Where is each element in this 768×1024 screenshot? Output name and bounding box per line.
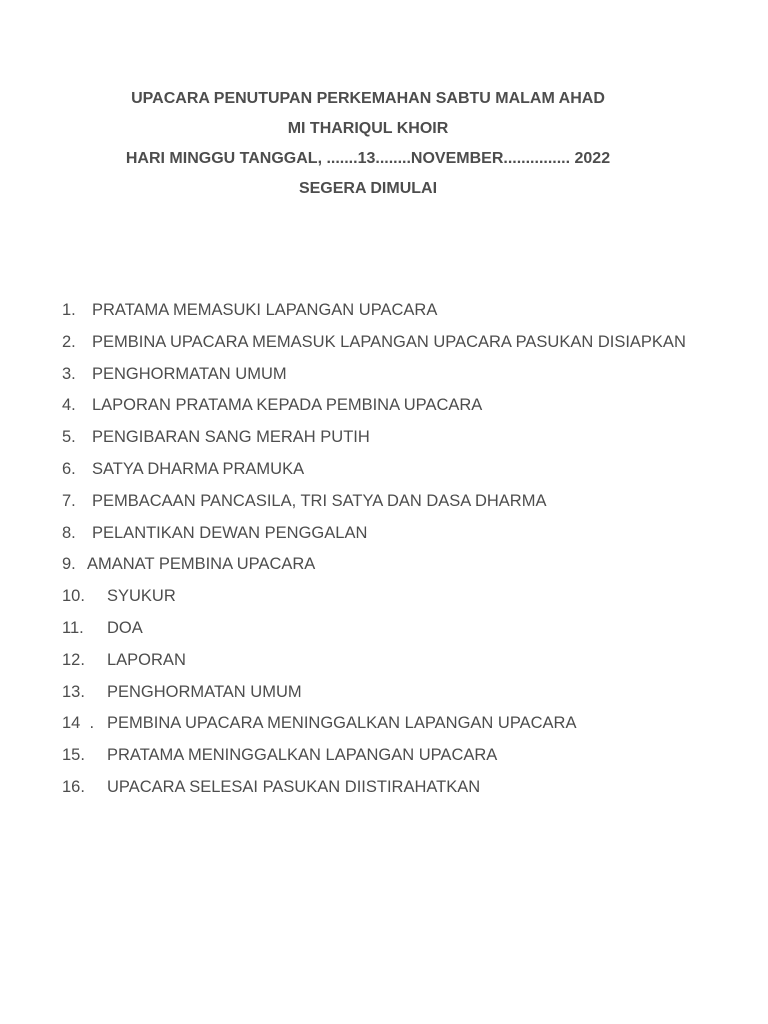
agenda-item-text: SYUKUR bbox=[107, 587, 176, 606]
agenda-item-text: PELANTIKAN DEWAN PENGGALAN bbox=[92, 523, 368, 542]
agenda-item bbox=[62, 363, 702, 385]
agenda-item-number: 15. bbox=[62, 746, 85, 765]
agenda-item-number: 1. bbox=[62, 301, 76, 319]
agenda-item-text: PENGHORMATAN UMUM bbox=[92, 364, 287, 383]
agenda-item-number: 9. bbox=[62, 555, 76, 574]
agenda-item bbox=[62, 426, 702, 448]
agenda-item-text: PENGIBARAN SANG MERAH PUTIH bbox=[92, 428, 370, 447]
agenda-item bbox=[62, 585, 702, 607]
heading-school: MI THARIQUL KHOIR bbox=[287, 120, 449, 137]
agenda-item-text: PRATAMA MENINGGALKAN LAPANGAN UPACARA bbox=[107, 746, 498, 765]
agenda-item-text: PEMBINA UPACARA MENINGGALKAN LAPANGAN UPACARA bbox=[107, 714, 577, 733]
agenda-item bbox=[62, 490, 702, 512]
agenda-item-number: 6. bbox=[62, 459, 76, 478]
agenda-item bbox=[62, 553, 702, 575]
agenda-item-text: LAPORAN PRATAMA KEPADA PEMBINA UPACARA bbox=[92, 396, 483, 415]
agenda-item-number: 4. bbox=[62, 396, 76, 415]
agenda-item-number: 2. bbox=[62, 332, 76, 351]
agenda-item-number: 14 . bbox=[62, 714, 95, 733]
agenda-item-text: AMANAT PEMBINA UPACARA bbox=[87, 555, 316, 574]
agenda-item-text: PRATAMA MEMASUKI LAPANGAN UPACARA bbox=[92, 301, 438, 319]
agenda-item-text: PENGHORMATAN UMUM bbox=[107, 682, 302, 701]
agenda-item bbox=[62, 394, 702, 416]
agenda-item-number: 3. bbox=[62, 364, 76, 383]
agenda-item-number: 8. bbox=[62, 523, 76, 542]
agenda-item-text: UPACARA SELESAI PASUKAN DIISTIRAHATKAN bbox=[107, 777, 481, 796]
agenda-item-number: 16. bbox=[62, 777, 85, 796]
agenda-item bbox=[62, 744, 702, 766]
agenda-item bbox=[62, 712, 702, 734]
agenda-item bbox=[62, 299, 702, 321]
agenda-item bbox=[62, 776, 702, 798]
heading-date: HARI MINGGU TANGGAL, .......13........NOVEMBER............... 2022 bbox=[125, 150, 611, 167]
agenda-item-text: LAPORAN bbox=[107, 650, 186, 669]
agenda-item-number: 13. bbox=[62, 682, 85, 701]
agenda-item-number: 5. bbox=[62, 428, 76, 447]
heading-title: UPACARA PENUTUPAN PERKEMAHAN SABTU MALAM AHAD bbox=[131, 90, 605, 107]
heading-status: SEGERA DIMULAI bbox=[298, 180, 438, 197]
agenda-item-number: 11. bbox=[62, 618, 84, 637]
agenda-item bbox=[62, 617, 702, 639]
agenda-item bbox=[62, 458, 702, 480]
document-heading bbox=[0, 89, 736, 209]
agenda-item-text: PEMBINA UPACARA MEMASUK LAPANGAN UPACARA PASUKAN DISIAPKAN bbox=[92, 332, 686, 351]
agenda-item-number: 10. bbox=[62, 587, 85, 606]
agenda-item-number: 12. bbox=[62, 650, 85, 669]
agenda-item-text: DOA bbox=[107, 618, 143, 637]
agenda-item bbox=[62, 649, 702, 671]
agenda-item-text: PEMBACAAN PANCASILA, TRI SATYA DAN DASA DHARMA bbox=[92, 491, 547, 510]
agenda-item-text: SATYA DHARMA PRAMUKA bbox=[92, 459, 305, 478]
agenda-item bbox=[62, 331, 702, 353]
agenda-item bbox=[62, 681, 702, 703]
agenda-item bbox=[62, 522, 702, 544]
agenda-list bbox=[62, 299, 702, 808]
agenda-item-number: 7. bbox=[62, 491, 76, 510]
